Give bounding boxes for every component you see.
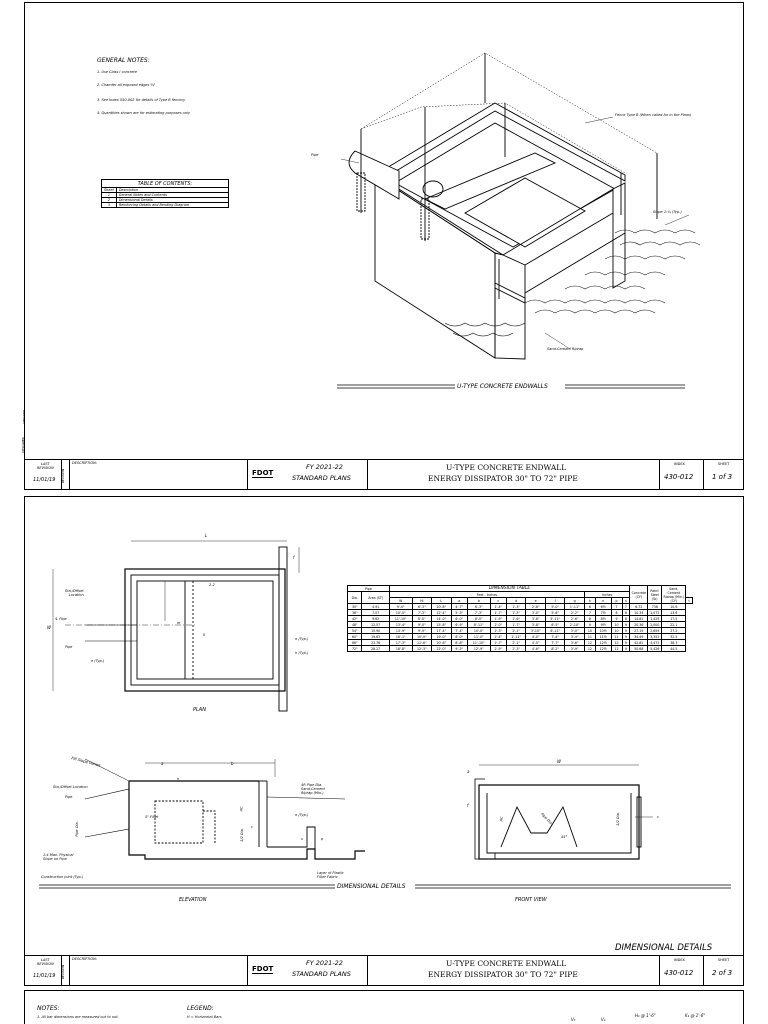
table-header: t: [686, 598, 693, 604]
table-cell: 60": [348, 634, 362, 640]
plan-label-f: f: [293, 555, 295, 560]
table-title: DIMENSION TABLE: [389, 586, 629, 592]
plan-label-sta: Sta./Offset Location: [65, 589, 84, 597]
fdot-logo: FDOT: [252, 469, 274, 477]
table-cell: 10'-5": [389, 610, 412, 616]
table-cell: 1'-3": [506, 610, 526, 616]
plan-label-pipe-cl: ℄ Pipe: [55, 617, 67, 621]
table-cell: 11'-10": [467, 640, 490, 646]
note-1: 1. Use Class I concrete: [97, 70, 137, 74]
table-cell: 7'-7": [545, 640, 565, 646]
table-cell: 7½: [595, 610, 611, 616]
table-cell: 1'-11": [565, 604, 585, 610]
table-cell: 38.3: [662, 640, 686, 646]
table-cell: 12'-4": [432, 610, 452, 616]
table-row: [348, 646, 693, 652]
table-cell: 1'-7": [506, 622, 526, 628]
elev-label-fillet: 5" Fillet: [145, 815, 159, 819]
revision-strip: [61, 460, 69, 489]
table-cell: 11'-0": [467, 634, 490, 640]
table-cell: 6'-5": [545, 622, 565, 628]
elev-label-pipe: Pipe: [65, 795, 73, 799]
elev-label-hc: HC: [239, 806, 244, 812]
table-cell: 2'-4": [490, 634, 506, 640]
table-cell: 2,659: [648, 628, 662, 634]
index-number: 430-012: [664, 473, 694, 481]
front-view-title: FRONT VIEW: [515, 897, 547, 903]
title-line-2: ENERGY DISSIPATOR 30" TO 72" PIPE: [428, 970, 578, 979]
table-cell: 13'-4": [389, 622, 412, 628]
table-cell: 10½: [595, 628, 611, 634]
table-header: b: [467, 598, 490, 604]
table-cell: 2'-3": [490, 628, 506, 634]
table-cell: 72": [348, 646, 362, 652]
table-cell: 3'-9": [565, 646, 585, 652]
plan-label-s: S: [203, 633, 206, 637]
toc-cell: 2: [102, 198, 117, 203]
table-cell: 15.90: [362, 628, 389, 634]
table-header: Sand-Cement Riprap (Min.) (CY): [663, 586, 685, 603]
table-cell: 22'-0": [432, 646, 452, 652]
plan-label-W: W: [47, 625, 51, 630]
revision-date: 11/01/19: [33, 973, 56, 979]
index-label: INDEX: [674, 462, 685, 466]
table-header: L: [432, 598, 452, 604]
table-cell: 2'-1": [506, 628, 526, 634]
bar-mark: H₁ @ 1'-6": [635, 1013, 656, 1018]
standard-plans: STANDARD PLANS: [292, 474, 351, 482]
table-cell: 5'-6": [545, 610, 565, 616]
table-header: Concrete (CY): [630, 586, 648, 604]
table-cell: 44.5: [662, 646, 686, 652]
table-cell: 7'-4": [451, 628, 467, 634]
front-label-a: a: [467, 769, 470, 774]
table-header: Inches: [584, 592, 629, 598]
table-cell: 1,072: [648, 610, 662, 616]
table-cell: 9'-0": [389, 604, 412, 610]
title-line-1: U-TYPE CONCRETE ENDWALL: [446, 959, 567, 968]
toc-header: Sheet: [102, 188, 117, 193]
toc-cell: Dimensional Details: [116, 198, 228, 203]
sheet-cell: [703, 956, 745, 985]
table-cell: 36": [348, 610, 362, 616]
table-cell: 6: [584, 604, 595, 610]
table-cell: 17'-3": [389, 640, 412, 646]
table-header: s: [622, 598, 630, 604]
table-header: h: [584, 598, 595, 604]
legend-title: LEGEND:: [187, 1005, 214, 1012]
table-cell: 9: [584, 622, 595, 628]
table-cell: 4'-5": [526, 640, 546, 646]
table-cell: 1'-11": [506, 634, 526, 640]
callout-slope: Slope 1:¼ (Typ.): [653, 210, 682, 214]
table-cell: 2'-1": [506, 640, 526, 646]
front-label-hc: HC: [499, 816, 504, 822]
callout-fence: Fence Type B (When called for in the Plans): [615, 113, 692, 117]
toc-cell: General Notes and Contents: [116, 193, 228, 198]
table-header: c: [490, 598, 506, 604]
table-cell: 18'-8": [389, 646, 412, 652]
fdot-cell: [247, 956, 367, 985]
table-cell: 4.91: [362, 604, 389, 610]
index-cell: [659, 956, 703, 985]
table-cell: 11'-10": [389, 616, 412, 622]
elev-label-dia: 1/2 Dia.: [239, 828, 244, 842]
table-cell: 9: [622, 628, 630, 634]
toc-cell: 3: [102, 203, 117, 208]
table-cell: 2'-6": [526, 604, 546, 610]
table-cell: 2'-7": [490, 640, 506, 646]
last-revision-label: LAST REVISION: [37, 462, 54, 470]
table-cell: 50.68: [630, 646, 648, 652]
table-cell: 3'-8": [526, 622, 546, 628]
elev-label-pipe-dia: Pipe Dia.: [74, 821, 79, 837]
table-cell: 34.49: [630, 634, 648, 640]
fdot-cell: [247, 460, 367, 489]
revision-vertical: REVISION: [61, 468, 66, 484]
table-cell: 10: [611, 622, 622, 628]
table-cell: 8'-0": [467, 616, 490, 622]
table-cell: 7'-3": [467, 610, 490, 616]
toc-title: TABLE OF CONTENTS:: [102, 180, 229, 188]
table-cell: 7: [622, 604, 630, 610]
dimensional-drawings: [25, 497, 745, 987]
table-cell: 1,429: [648, 616, 662, 622]
table-header: Dia.: [348, 592, 362, 604]
table-cell: 23.76: [362, 640, 389, 646]
table-cell: 6'-0": [451, 616, 467, 622]
table-cell: 22.1: [662, 622, 686, 628]
table-cell: 20'-6": [432, 640, 452, 646]
table-cell: 10.34: [630, 610, 648, 616]
revision-vertical: REVISION: [61, 964, 66, 980]
revision-date: 11/01/19: [33, 477, 56, 483]
table-cell: 6'-11": [545, 628, 565, 634]
table-cell: 10: [584, 628, 595, 634]
plan-label-22: 2-2: [209, 583, 215, 587]
description-cell: [69, 956, 247, 985]
table-cell: 8'-11": [467, 622, 490, 628]
table-cell: 3,352: [648, 634, 662, 640]
table-header: n: [595, 598, 611, 604]
title-line-1: U-TYPE CONCRETE ENDWALL: [446, 463, 567, 472]
table-cell: 11: [584, 634, 595, 640]
drawing-title: DIMENSIONAL DETAILS: [337, 883, 406, 890]
table-cell: 6'-9": [451, 622, 467, 628]
sheet-label: SHEET: [718, 462, 730, 466]
table-cell: 9½: [595, 622, 611, 628]
front-label-pipe-dia: Pipe Dia.: [539, 812, 554, 826]
elev-label-p: p: [321, 837, 324, 841]
table-cell: 9.62: [362, 616, 389, 622]
sheet-2: [24, 496, 744, 986]
table-cell: 12'-3": [412, 646, 432, 652]
description-label: DESCRIPTION:: [72, 461, 97, 465]
bar-mark: V₃: [571, 1017, 576, 1022]
sheet-label: SHEET: [718, 958, 730, 962]
general-notes-title: GENERAL NOTES:: [97, 57, 150, 64]
table-cell: 1'-7": [490, 610, 506, 616]
front-label-angle: 45°: [561, 835, 568, 839]
sheet-number: 2 of 3: [712, 969, 733, 977]
table-cell: 14.82: [630, 616, 648, 622]
callout-pipe: Pipe: [311, 153, 319, 157]
title-cell: [367, 460, 659, 489]
sheet-1: [20, 2, 744, 490]
front-label-c: c: [657, 815, 659, 819]
sheet-number: 1 of 3: [712, 473, 733, 481]
table-cell: 3'-6": [565, 640, 585, 646]
elev-label-fill: Fill Slope Varies: [70, 755, 102, 768]
plan-label-h: h (Typ.): [295, 651, 309, 655]
table-header: d: [506, 598, 526, 604]
table-cell: 27.2: [662, 628, 686, 634]
description-cell: [69, 460, 247, 489]
description-label: DESCRIPTION:: [72, 957, 97, 961]
standard-plans: STANDARD PLANS: [292, 970, 351, 978]
sheet-cell: [703, 460, 745, 489]
table-cell: 12: [611, 646, 622, 652]
table-cell: 13.6: [662, 610, 686, 616]
big-title: DIMENSIONAL DETAILS: [615, 943, 713, 953]
table-cell: 6.72: [630, 604, 648, 610]
table-cell: 3'-0": [565, 628, 585, 634]
table-cell: 9: [622, 640, 630, 646]
title-cell: [367, 956, 659, 985]
side-text: CHECKER: [22, 409, 27, 425]
table-header: Area (SF): [362, 592, 389, 604]
table-cell: 66": [348, 640, 362, 646]
bar-mark: V₄: [601, 1017, 606, 1022]
table-cell: 10'-8": [432, 604, 452, 610]
plan-label-n: n (Typ.): [295, 637, 309, 641]
table-cell: 10: [611, 628, 622, 634]
title-line-2: ENERGY DISSIPATOR 30" TO 72" PIPE: [428, 474, 578, 483]
table-cell: 5'-11": [545, 616, 565, 622]
table-cell: 12½: [595, 640, 611, 646]
table-cell: 1'-3": [506, 604, 526, 610]
table-cell: 54": [348, 628, 362, 634]
table-cell: 9: [611, 616, 622, 622]
table-header: a: [451, 598, 467, 604]
table-cell: 10'-9": [412, 634, 432, 640]
table-cell: 11'-6": [412, 640, 432, 646]
last-revision-label: LAST REVISION: [37, 958, 54, 966]
table-cell: 17.5: [662, 616, 686, 622]
table-cell: 2'-0": [490, 622, 506, 628]
table-cell: 12: [584, 640, 595, 646]
table-cell: 19.63: [362, 634, 389, 640]
note-3: 3. See Index 550-002 for details of Type B fencing: [97, 98, 185, 102]
table-cell: 3'-0": [526, 610, 546, 616]
table-header: p: [611, 598, 622, 604]
note-4: 4. Quantities shown are for estimating purposes only: [97, 111, 191, 115]
table-cell: 16'-1": [389, 634, 412, 640]
table-cell: 42.82: [630, 640, 648, 646]
table-cell: 3'-10": [526, 628, 546, 634]
table-cell: 6'-3": [467, 604, 490, 610]
elev-label-joint: Construction Joint (Typ.): [41, 875, 84, 879]
revision-strip: [61, 956, 69, 985]
table-cell: 1'-4": [490, 604, 506, 610]
table-cell: 19'-0": [432, 634, 452, 640]
table-cell: 9: [622, 622, 630, 628]
table-cell: 12'-9": [467, 646, 490, 652]
index-cell: [659, 460, 703, 489]
table-header: Reinf. Steel (lb): [648, 586, 662, 604]
table-cell: 9: [622, 634, 630, 640]
table-cell: 4'-6": [526, 646, 546, 652]
table-cell: 12: [611, 640, 622, 646]
table-cell: 5'-0": [545, 604, 565, 610]
table-cell: 11½: [595, 634, 611, 640]
table-cell: 15'-8": [432, 622, 452, 628]
fdot-logo: FDOT: [252, 965, 274, 973]
table-cell: 1'-6": [506, 616, 526, 622]
table-cell: 736: [648, 604, 662, 610]
table-cell: 9'-3": [451, 646, 467, 652]
elev-label-slope: 1:4 Max. Physical Slope on Pipe: [43, 853, 74, 861]
table-cell: 7.07: [362, 610, 389, 616]
table-cell: 4'-7": [451, 604, 467, 610]
drawing-title: U-TYPE CONCRETE ENDWALLS: [457, 383, 548, 390]
table-cell: 2'-6": [565, 616, 585, 622]
legend-1: H = Horizontal Bars: [187, 1015, 222, 1019]
table-cell: 8: [584, 616, 595, 622]
table-cell: 7'-3": [412, 610, 432, 616]
plan-label-m: m: [177, 621, 181, 625]
note-2: 2. Chamfer all exposed edges ¾": [97, 83, 156, 87]
table-cell: 8: [622, 616, 630, 622]
table-cell: 8'-0": [412, 616, 432, 622]
table-cell: 17'-4": [432, 628, 452, 634]
table-cell: 3'-6": [526, 616, 546, 622]
elev-label-s: s: [301, 837, 303, 841]
table-cell: 7: [584, 610, 595, 616]
table-cell: 9'-9": [412, 628, 432, 634]
table-cell: 48": [348, 622, 362, 628]
table-header: W: [389, 598, 412, 604]
bar-mark: K₁ @ 1'-6": [685, 1013, 706, 1018]
table-cell: 27.19: [630, 628, 648, 634]
note-1: 1. All bar dimensions are measured out to out.: [37, 1015, 119, 1019]
table-cell: 30": [348, 604, 362, 610]
table-cell: 2'-3": [506, 646, 526, 652]
table-cell: 42": [348, 616, 362, 622]
table-cell: 9'-0": [412, 622, 432, 628]
fy-label: FY 2021-22: [306, 959, 343, 967]
table-cell: 8: [611, 610, 622, 616]
front-label-dia: 1/2 Dia.: [615, 812, 620, 826]
index-label: INDEX: [674, 958, 685, 962]
table-cell: 4,472: [648, 640, 662, 646]
table-header: Feet - Inches: [389, 592, 584, 598]
plan-label-pipe: Pipe: [65, 645, 73, 649]
table-cell: 14'-9": [389, 628, 412, 634]
sheet-3: [24, 990, 744, 1024]
table-cell: 7: [611, 604, 622, 610]
table-cell: 10'-0": [467, 628, 490, 634]
callout-riprap: Sand-Cement Riprap: [547, 347, 584, 351]
table-header: Pipe: [348, 586, 390, 592]
elev-label-c: c: [251, 825, 253, 829]
title-block: [25, 955, 743, 985]
table-cell: 9: [622, 646, 630, 652]
toc-cell: 1: [102, 193, 117, 198]
plan-title: PLAN: [193, 707, 206, 713]
elev-label-b: b: [231, 761, 234, 766]
table-cell: 8'-0": [451, 634, 467, 640]
toc-cell: Reinforcing Details and Bending Diagram: [116, 203, 228, 208]
elev-label-n: n (Typ.): [295, 813, 309, 817]
plan-label-e: e (Typ.): [91, 659, 105, 663]
index-number: 430-012: [664, 969, 694, 977]
title-block: [25, 459, 743, 489]
table-cell: 2,000: [648, 622, 662, 628]
table-cell: 12½: [595, 646, 611, 652]
table-cell: 6'-3": [412, 604, 432, 610]
table-cell: 14'-0": [432, 616, 452, 622]
table-cell: 8½: [595, 616, 611, 622]
notes-title: NOTES:: [37, 1005, 60, 1012]
side-text: DESIGNER: [20, 437, 25, 453]
table-cell: 8'-8": [451, 640, 467, 646]
table-cell: 32.5: [662, 634, 686, 640]
elev-label-fabric: Layer of Plastic Filter Fabric: [317, 871, 344, 879]
table-cell: 2'-2": [565, 610, 585, 616]
table-cell: 8'-2": [545, 646, 565, 652]
table-cell: 2'-10": [565, 622, 585, 628]
table-cell: 6½: [595, 604, 611, 610]
table-cell: 1'-9": [490, 616, 506, 622]
plan-label-L: L: [205, 533, 208, 538]
elevation-title: ELEVATION: [179, 897, 207, 903]
table-header: HI: [412, 598, 432, 604]
toc-header: Description: [116, 188, 228, 193]
elev-label-sta: Sta./Offset Location: [53, 785, 88, 789]
fy-label: FY 2021-22: [306, 463, 343, 471]
table-cell: 5'-3": [451, 610, 467, 616]
table-cell: 3'-4": [565, 634, 585, 640]
front-label-w: W: [557, 759, 561, 764]
front-label-f: f: [467, 803, 469, 808]
table-header: e: [526, 598, 546, 604]
table-cell: 10.6: [662, 604, 686, 610]
table-cell: 7'-4": [545, 634, 565, 640]
table-cell: 28.27: [362, 646, 389, 652]
table-header: f: [545, 598, 565, 604]
elev-label-h: h: [177, 777, 180, 781]
table-header: g: [565, 598, 585, 604]
table-cell: 8: [622, 610, 630, 616]
table-cell: 11: [611, 634, 622, 640]
table-cell: 4'-0": [526, 634, 546, 640]
endwall-isometric-drawing: [25, 3, 745, 491]
table-cell: 12: [584, 646, 595, 652]
table-cell: 12.57: [362, 622, 389, 628]
table-cell: 5,426: [648, 646, 662, 652]
elev-label-a: a: [161, 761, 164, 766]
dimension-table: [347, 585, 693, 652]
elev-label-riprap: 4R Pipe Dia. Sand-Cement Riprap (Min.): [301, 783, 325, 795]
table-cell: 20.36: [630, 622, 648, 628]
table-cell: 2'-9": [490, 646, 506, 652]
